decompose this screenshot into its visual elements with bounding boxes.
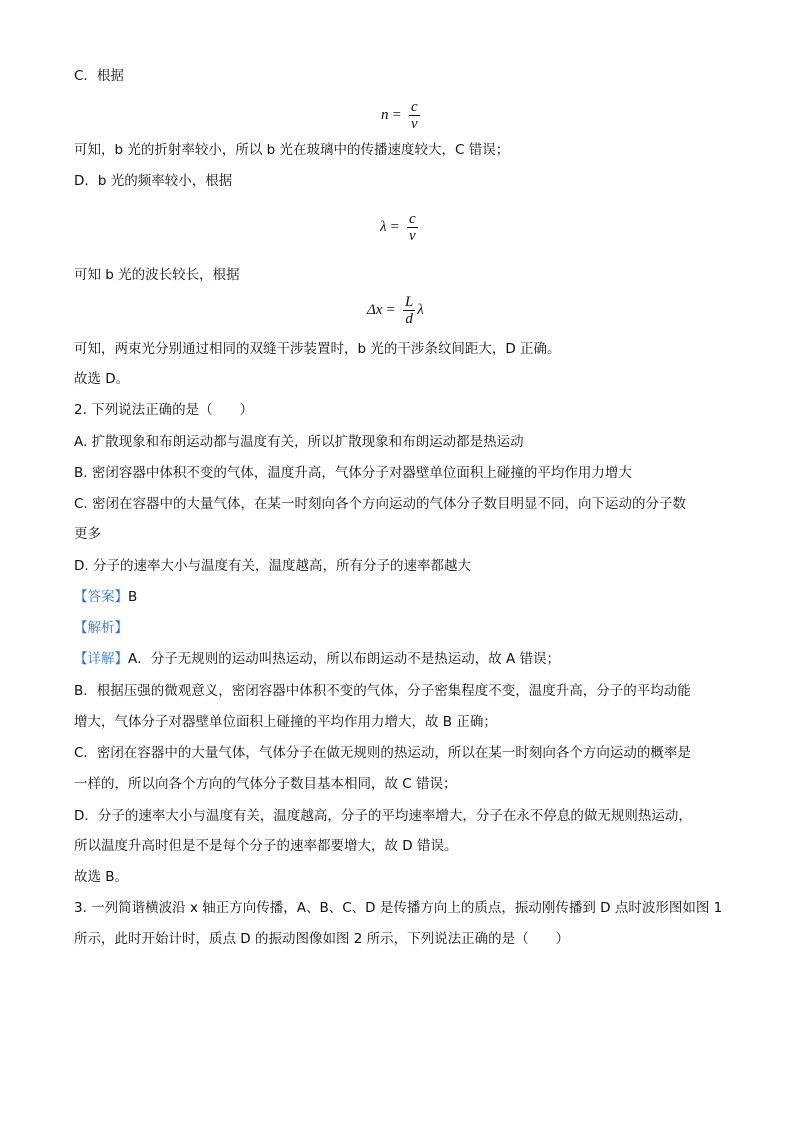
- fraction-numerator: c: [408, 211, 416, 227]
- text-line: D．b 光的频率较小，根据: [74, 173, 233, 189]
- option-c-continued: 更多: [74, 526, 101, 542]
- text-line: D．分子的速率大小与温度有关，温度越高，分子的平均速率增大，分子在永不停息的做无规则热运动，: [74, 808, 692, 824]
- question-stem-continued: 所示，此时开始计时，质点 D 的振动图像如图 2 所示，下列说法正确的是（ ）: [74, 931, 570, 947]
- formula-lhs: n: [381, 107, 389, 123]
- fraction-denominator: d: [405, 311, 413, 327]
- formula-fraction: [403, 294, 415, 327]
- text-line: B．根据压强的微观意义，密闭容器中体积不变的气体，分子密集程度不变，温度升高，分子的平均动能: [74, 683, 691, 699]
- text-line: 故选 D。: [74, 371, 130, 387]
- question-stem: 2. 下列说法正确的是（ ）: [74, 402, 254, 418]
- formula-equals: =: [386, 302, 395, 318]
- text-line: C．密闭在容器中的大量气体，气体分子在做无规则的热运动，所以在某一时刻向各个方向运动的概率是: [74, 745, 691, 761]
- text-line: C．根据: [74, 68, 124, 84]
- detail-line: [74, 649, 560, 669]
- fraction-denominator: ν: [408, 228, 416, 244]
- formula-refractive-index: [381, 99, 420, 132]
- formula-tail: λ: [417, 302, 424, 318]
- text-line: 可知 b 光的波长较长，根据: [74, 267, 240, 283]
- answer-line: [74, 587, 137, 607]
- answer-value: B: [128, 589, 138, 605]
- option-a: A. 扩散现象和布朗运动都与温度有关，所以扩散现象和布朗运动都是热运动: [74, 434, 524, 450]
- formula-fringe-spacing: [367, 294, 424, 327]
- option-c: C. 密闭在容器中的大量气体，在某一时刻向各个方向运动的气体分子数目明显不同，向下运动的分子数: [74, 496, 687, 512]
- fraction-numerator: c: [410, 99, 418, 115]
- detail-label: 【详解】: [74, 651, 128, 667]
- text-line: 所以温度升高时但是不是每个分子的速率都要增大，故 D 错误。: [74, 838, 458, 854]
- analysis-label: 【解析】: [74, 620, 128, 636]
- text-line: 可知，两束光分别通过相同的双缝干涉装置时，b 光的干涉条纹间距大，D 正确。: [74, 341, 561, 357]
- question-stem: 3. 一列简谐横波沿 x 轴正方向传播，A、B、C、D 是传播方向上的质点，振动刚传播到 D 点时波形图如图 1: [74, 900, 723, 916]
- text-line: 一样的，所以向各个方向的气体分子数目基本相同，故 C 错误；: [74, 776, 457, 792]
- answer-label: 【答案】: [74, 589, 128, 605]
- formula-equals: =: [390, 219, 399, 235]
- formula-lhs: Δx: [367, 302, 383, 318]
- text-line: 增大，气体分子对器壁单位面积上碰撞的平均作用力增大，故 B 正确；: [74, 714, 497, 730]
- formula-fraction: [409, 99, 420, 132]
- text-line: 故选 B。: [74, 869, 129, 885]
- option-b: B. 密闭容器中体积不变的气体，温度升高，气体分子对器壁单位面积上碰撞的平均作用力增大: [74, 465, 632, 481]
- detail-text: A．分子无规则的运动叫热运动，所以布朗运动不是热运动，故 A 错误；: [128, 651, 561, 667]
- text-line: 可知，b 光的折射率较小，所以 b 光在玻璃中的传播速度较大，C 错误；: [74, 142, 510, 158]
- analysis-line: [74, 618, 128, 638]
- formula-equals: =: [392, 107, 401, 123]
- fraction-denominator: v: [410, 116, 418, 132]
- formula-lhs: λ: [380, 219, 387, 235]
- formula-wavelength: [380, 211, 418, 244]
- fraction-numerator: L: [404, 294, 414, 310]
- option-d: D. 分子的速率大小与温度有关，温度越高，所有分子的速率都越大: [74, 558, 471, 574]
- formula-fraction: [407, 211, 418, 244]
